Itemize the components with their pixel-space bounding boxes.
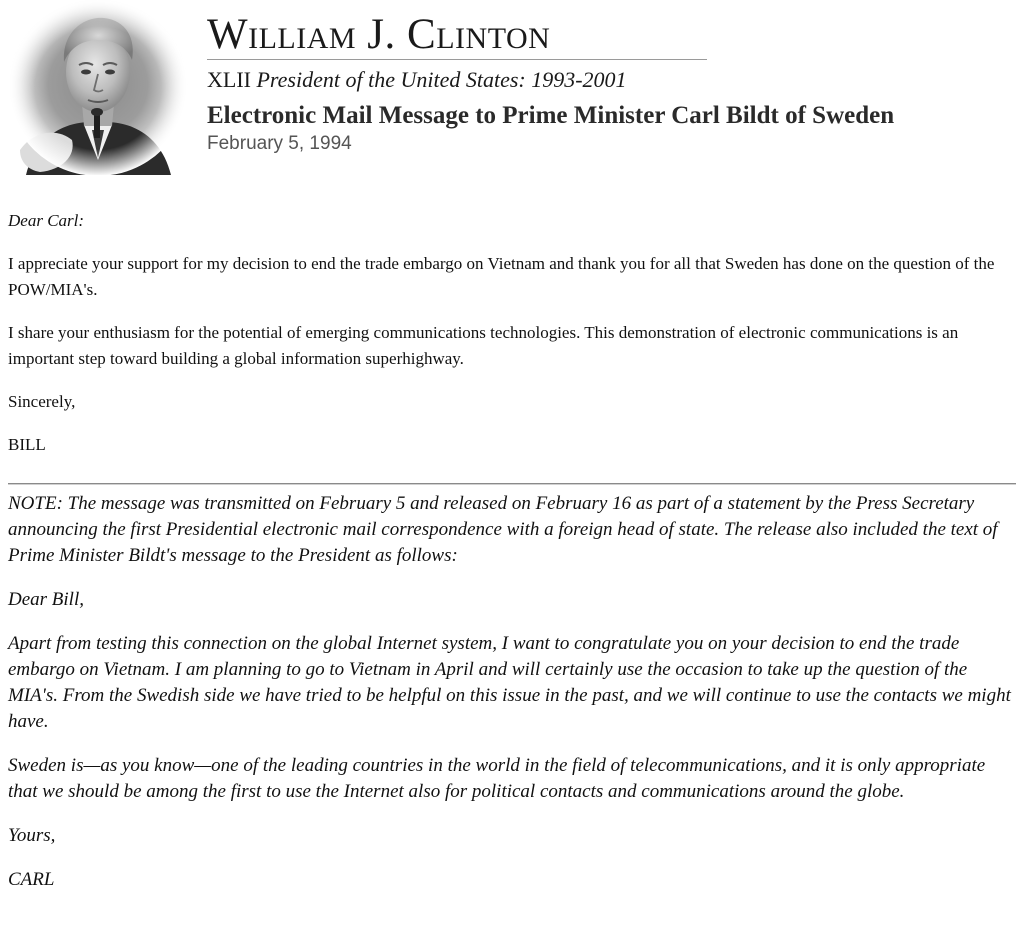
letter-salutation: Dear Carl: xyxy=(8,211,85,230)
letter-paragraph: I appreciate your support for my decision to end the trade embargo on Vietnam and thank you for all that Sweden has done on the question of the POW/MIA's. xyxy=(8,254,995,299)
document-date: February 5, 1994 xyxy=(207,133,352,154)
section-divider xyxy=(8,483,1016,485)
letter-signature: BILL xyxy=(8,435,46,454)
note-signature: CARL xyxy=(8,869,55,890)
note-section xyxy=(8,491,1016,911)
clinton-letter xyxy=(8,208,1016,475)
president-name: William J. Clinton xyxy=(207,11,551,58)
note-salutation: Dear Bill, xyxy=(8,589,84,610)
header-rule xyxy=(207,59,707,60)
letter-closing: Sincerely, xyxy=(8,392,76,411)
presidency-line xyxy=(207,67,627,93)
note-paragraph: Sweden is—as you know—one of the leading countries in the world in the field of telecommunications, and it is only appropriate that we should be among the first to use the Internet also for political contacts and communications around the globe. xyxy=(8,755,986,802)
presidency-numeral: XLII xyxy=(207,67,251,92)
document-title: Electronic Mail Message to Prime Minister Carl Bildt of Sweden xyxy=(207,102,895,129)
letter-paragraph: I share your enthusiasm for the potential of emerging communications technologies. This demonstration of electronic communications is an important step toward building a global information superhighway. xyxy=(8,323,959,368)
note-paragraph: Apart from testing this connection on the global Internet system, I want to congratulate you on your decision to end the trade embargo on Vietnam. I am planning to go to Vietnam in April and will certainly use the occasion to take up the question of the MIA's. From the Swedish side we have tried to be helpful on this issue in the past, and we will continue to use the contacts we might have. xyxy=(8,633,1011,732)
presidency-office: President of the United States: 1993-2001 xyxy=(256,67,627,92)
note-intro: NOTE: The message was transmitted on February 5 and released on February 16 as part of a statement by the Press Secretary announcing the first Presidential electronic mail correspondence with a foreign head of state. The release also included the text of Prime Minister Bildt's message to the President as follows: xyxy=(8,493,998,566)
president-portrait xyxy=(6,0,196,180)
document-header xyxy=(207,11,1007,154)
note-closing: Yours, xyxy=(8,825,56,846)
